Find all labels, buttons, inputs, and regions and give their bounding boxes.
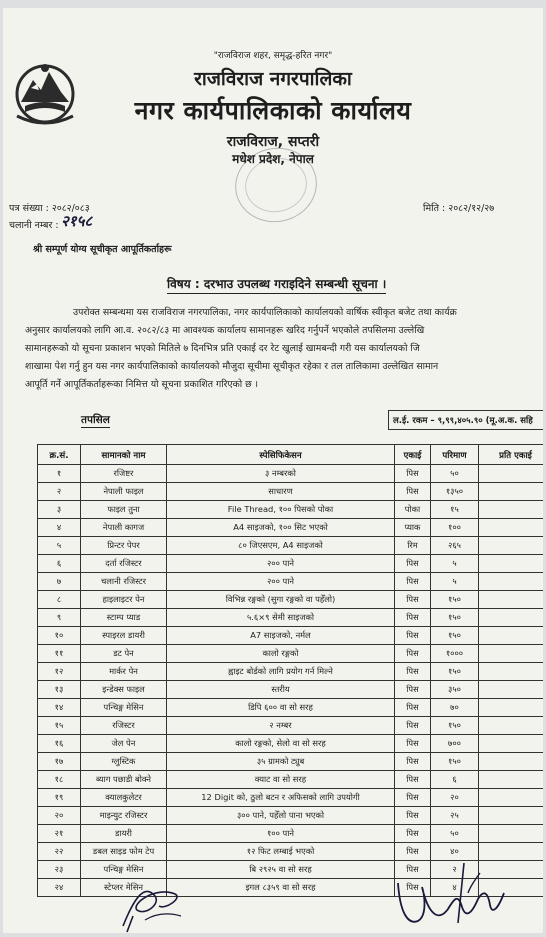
col-specification: स्पेसिफिकेसन <box>167 445 395 465</box>
cell-unit: पिस <box>395 789 431 807</box>
office-location: राजविराज, सप्तरी <box>226 134 320 150</box>
province-name: मधेश प्रदेश, नेपाल <box>232 152 314 166</box>
cell-item-name: माइन्युट रजिस्टर <box>81 807 167 825</box>
cell-specification: 12 Digit को, ठुलो बटन र अफिसको लागि उपयोगी <box>167 789 395 807</box>
cell-serial: १० <box>38 627 81 645</box>
cell-unit-rate <box>479 519 544 537</box>
cell-item-name: जेल पेन <box>81 735 167 753</box>
cell-specification: कालो रङ्गको <box>167 645 395 663</box>
cell-serial: २४ <box>38 879 81 897</box>
cell-item-name: मार्कर पेन <box>81 663 167 681</box>
cell-specification: File Thread, १०० पिसको पोका <box>167 501 395 519</box>
office-name: नगर कार्यपालिकाको कार्यालय <box>134 96 412 125</box>
cell-unit-rate <box>479 789 544 807</box>
cell-item-name: रजिष्टर <box>81 465 167 483</box>
cell-item-name: ब्याग पछाडी बोक्ने <box>81 771 167 789</box>
cell-serial: १ <box>38 465 81 483</box>
body-line: आपूर्ति गर्ने आपूर्तिकर्ताहरूका निमित्त यो सूचना प्रकाशित गरिएको छ । <box>25 379 259 390</box>
table-row <box>38 771 544 789</box>
body-line: शाखामा पेश गर्नु हुन यस नगर कार्यपालिकाको कार्यालयको मौजुदा सूचीमा सूचीकृत रहेका र तल तालिकामा उल्लेखित सामान <box>25 361 439 372</box>
cell-quantity: १५० <box>431 753 479 771</box>
cell-quantity: १५० <box>431 627 479 645</box>
cell-serial: १७ <box>38 753 81 771</box>
cell-quantity: ५० <box>431 465 479 483</box>
cell-item-name: फाइल तुना <box>81 501 167 519</box>
cell-item-name: प्रिन्टर पेपर <box>81 537 167 555</box>
details-label: तपसिल <box>81 414 110 426</box>
cell-specification: १०० पाने <box>167 825 395 843</box>
table-row <box>38 627 544 645</box>
table-row <box>38 825 544 843</box>
cell-serial: १९ <box>38 789 81 807</box>
table-row <box>38 663 544 681</box>
cell-unit: पिस <box>395 465 431 483</box>
letter-date: मिति : २०८२/१२/२७ <box>423 203 495 214</box>
cell-unit-rate <box>479 825 544 843</box>
cell-serial: ९ <box>38 609 81 627</box>
letter-number: पत्र संख्या : २०८२/०८३ <box>9 203 90 214</box>
cell-unit: प्याक <box>395 519 431 537</box>
cell-specification: क्याट वा सो सरह <box>167 771 395 789</box>
cell-specification: इगल ८३५९ वा सो सरह <box>167 879 395 897</box>
estimated-amount: ल.ई. रकम – ९,९९,४०५.९० (मू.अ.क. सहि <box>388 410 543 430</box>
cell-quantity: १३५० <box>431 483 479 501</box>
cell-specification: डिपि ६०० वा सो सरह <box>167 699 395 717</box>
cell-quantity: ४ <box>431 879 479 897</box>
cell-item-name: चलानी रजिस्टर <box>81 573 167 591</box>
cell-serial: ११ <box>38 645 81 663</box>
cell-unit: पिस <box>395 753 431 771</box>
col-quantity: परिमाण <box>431 445 479 465</box>
cell-specification: ह्वाइट बोर्डको लागि प्रयोग गर्न मिल्ने <box>167 663 395 681</box>
cell-serial: २० <box>38 807 81 825</box>
cell-unit-rate <box>479 591 544 609</box>
cell-specification: ५.६×९ सेमी साइजको <box>167 609 395 627</box>
cell-quantity: ५ <box>431 555 479 573</box>
cell-unit: पिस <box>395 825 431 843</box>
cell-serial: २३ <box>38 861 81 879</box>
cell-unit: पिस <box>395 735 431 753</box>
cell-unit-rate <box>479 699 544 717</box>
cell-serial: ४ <box>38 519 81 537</box>
cell-quantity: १५० <box>431 609 479 627</box>
table-row <box>38 645 544 663</box>
body-line: सामानहरूको यो सूचना प्रकाशन भएको मितिले ७ दिनभित्र प्रति एकाई दर रेट खुलाई खामबन्दी गरी यस कार्यालयको जि <box>25 343 420 354</box>
table-row <box>38 519 544 537</box>
cell-quantity: ४० <box>431 843 479 861</box>
cell-unit-rate <box>479 717 544 735</box>
cell-unit: पिस <box>395 555 431 573</box>
table-row <box>38 591 544 609</box>
cell-unit: पिस <box>395 483 431 501</box>
cell-unit-rate <box>479 555 544 573</box>
table-row <box>38 735 544 753</box>
cell-unit: रिम <box>395 537 431 555</box>
cell-unit-rate <box>479 681 544 699</box>
cell-specification: १२ फिट लम्बाई भएको <box>167 843 395 861</box>
cell-quantity: १५० <box>431 717 479 735</box>
cell-item-name: हाइलाइटर पेन <box>81 591 167 609</box>
cell-unit: पोका <box>395 501 431 519</box>
cell-serial: ८ <box>38 591 81 609</box>
dispatch-label: चलानी नम्बर : <box>9 220 59 231</box>
municipality-name: राजविराज नगरपालिका <box>194 68 352 90</box>
cell-unit: पिस <box>395 573 431 591</box>
items-table <box>37 444 543 897</box>
cell-serial: २१ <box>38 825 81 843</box>
cell-item-name: रजिस्टर <box>81 717 167 735</box>
cell-serial: ३ <box>38 501 81 519</box>
cell-unit-rate <box>479 753 544 771</box>
notice-page <box>3 8 543 933</box>
table-row <box>38 573 544 591</box>
cell-unit-rate <box>479 645 544 663</box>
cell-item-name: दर्ता रजिस्टर <box>81 555 167 573</box>
cell-serial: १८ <box>38 771 81 789</box>
table-header-row <box>38 445 544 465</box>
cell-unit-rate <box>479 627 544 645</box>
cell-item-name: स्टाम्प प्याड <box>81 609 167 627</box>
cell-specification: ३०० पाने, पहेँलो पाना भएको <box>167 807 395 825</box>
col-unit: एकाई <box>395 445 431 465</box>
cell-specification: २ नम्बर <box>167 717 395 735</box>
cell-unit: पिस <box>395 663 431 681</box>
table-row <box>38 537 544 555</box>
cell-serial: ५ <box>38 537 81 555</box>
table-row <box>38 483 544 501</box>
cell-unit: पिस <box>395 627 431 645</box>
signature-right <box>388 863 528 933</box>
cell-quantity: १५० <box>431 591 479 609</box>
cell-specification: ३ नम्बरको <box>167 465 395 483</box>
table-row <box>38 717 544 735</box>
col-item-name: सामानको नाम <box>81 445 167 465</box>
cell-specification: साधारण <box>167 483 395 501</box>
cell-unit: पिस <box>395 807 431 825</box>
cell-item-name: स्टेप्लर मेसिन <box>81 879 167 897</box>
cell-item-name: पन्चिङ्ग मेसिन <box>81 861 167 879</box>
notice-body <box>25 304 543 394</box>
cell-quantity: १००० <box>431 645 479 663</box>
col-unit-rate: प्रति एकाई <box>479 445 544 465</box>
slogan: "राजविराज शहर, समृद्ध-हरित नगर" <box>213 51 333 61</box>
cell-item-name: स्पाइरल डायरी <box>81 627 167 645</box>
cell-quantity: ७० <box>431 699 479 717</box>
cell-quantity: ६ <box>431 771 479 789</box>
table-row <box>38 843 544 861</box>
cell-unit-rate <box>479 609 544 627</box>
notice-subject: विषय : दरभाउ उपलब्ध गराइदिने सम्बन्धी सूचना । <box>167 275 386 294</box>
col-serial: क्र.सं. <box>38 445 81 465</box>
table-row <box>38 753 544 771</box>
table-row <box>38 465 544 483</box>
cell-quantity: ५ <box>431 573 479 591</box>
dispatch-number: २१५८ <box>61 212 93 230</box>
cell-unit: पिस <box>395 861 431 879</box>
cell-unit: पिस <box>395 843 431 861</box>
cell-quantity: ७०० <box>431 735 479 753</box>
cell-unit-rate <box>479 573 544 591</box>
cell-unit-rate <box>479 483 544 501</box>
table-row <box>38 789 544 807</box>
cell-quantity: २५ <box>431 807 479 825</box>
cell-quantity: १५० <box>431 663 479 681</box>
cell-specification: ८० जिएसएम, A4 साइजको <box>167 537 395 555</box>
cell-serial: ६ <box>38 555 81 573</box>
cell-unit: पिस <box>395 681 431 699</box>
cell-item-name: डबल साइड फोम टेप <box>81 843 167 861</box>
table-row <box>38 609 544 627</box>
cell-unit-rate <box>479 501 544 519</box>
cell-quantity: २ <box>431 861 479 879</box>
cell-specification: ३५ ग्रामको ट्युब <box>167 753 395 771</box>
cell-unit: पिस <box>395 879 431 897</box>
cell-specification: A4 साइजको, १०० सिट भएको <box>167 519 395 537</box>
cell-item-name: पन्चिङ्ग मेसिन <box>81 699 167 717</box>
signature-left <box>115 876 195 933</box>
cell-serial: २२ <box>38 843 81 861</box>
table-row <box>38 555 544 573</box>
cell-serial: ७ <box>38 573 81 591</box>
cell-item-name: डायरी <box>81 825 167 843</box>
cell-specification: २०० पाने <box>167 573 395 591</box>
cell-quantity: २६५ <box>431 537 479 555</box>
body-line: अनुसार कार्यालयको लागि आ.व. २०८२/८३ मा आवश्यक कार्यालय सामानहरू खरिद गर्नुपर्ने भएकोले तपसिलमा उल्लेखि <box>25 325 425 336</box>
cell-item-name: डट पेन <box>81 645 167 663</box>
cell-quantity: १५ <box>431 501 479 519</box>
cell-unit: पिस <box>395 699 431 717</box>
table-row <box>38 681 544 699</box>
cell-specification: विभिन्न रङ्गको (सुगा रङ्गको वा पहेँलो) <box>167 591 395 609</box>
cell-unit-rate <box>479 771 544 789</box>
cell-unit: पिस <box>395 717 431 735</box>
cell-specification: कालो रङ्गको, सेलो वा सो सरह <box>167 735 395 753</box>
cell-unit: पिस <box>395 771 431 789</box>
cell-unit: पिस <box>395 609 431 627</box>
recipient: श्री सम्पूर्ण योग्य सूचीकृत आपूर्तिकर्ताहरू <box>33 244 172 255</box>
cell-item-name: नेपाली कागज <box>81 519 167 537</box>
cell-unit: पिस <box>395 591 431 609</box>
table-row <box>38 807 544 825</box>
cell-quantity: २० <box>431 789 479 807</box>
table-row <box>38 501 544 519</box>
cell-unit: पिस <box>395 645 431 663</box>
cell-item-name: नेपाली फाइल <box>81 483 167 501</box>
cell-unit-rate <box>479 465 544 483</box>
cell-item-name: ग्लुस्टिक <box>81 753 167 771</box>
cell-unit-rate <box>479 807 544 825</box>
body-line: उपरोक्त सम्बन्धमा यस राजविराज नगरपालिका, नगर कार्यपालिकाको कार्यालयको वार्षिक स्वीकृत बजेट तथा कार्यक्र <box>73 307 457 318</box>
cell-quantity: ३५० <box>431 681 479 699</box>
cell-unit-rate <box>479 735 544 753</box>
cell-specification: A7 साइजको, नर्मल <box>167 627 395 645</box>
cell-unit-rate <box>479 663 544 681</box>
cell-item-name: इन्डेक्स फाइल <box>81 681 167 699</box>
cell-serial: १४ <box>38 699 81 717</box>
cell-serial: १५ <box>38 717 81 735</box>
cell-serial: १३ <box>38 681 81 699</box>
cell-serial: २ <box>38 483 81 501</box>
cell-specification: बि २९२५ वा सो सरह <box>167 861 395 879</box>
cell-unit-rate <box>479 843 544 861</box>
cell-serial: १२ <box>38 663 81 681</box>
cell-unit-rate <box>479 537 544 555</box>
table-row <box>38 699 544 717</box>
cell-specification: स्तरीय <box>167 681 395 699</box>
cell-specification: २०० पाने <box>167 555 395 573</box>
cell-quantity: १०० <box>431 519 479 537</box>
cell-quantity: ५० <box>431 825 479 843</box>
cell-serial: १६ <box>38 735 81 753</box>
cell-item-name: क्यालकुलेटर <box>81 789 167 807</box>
